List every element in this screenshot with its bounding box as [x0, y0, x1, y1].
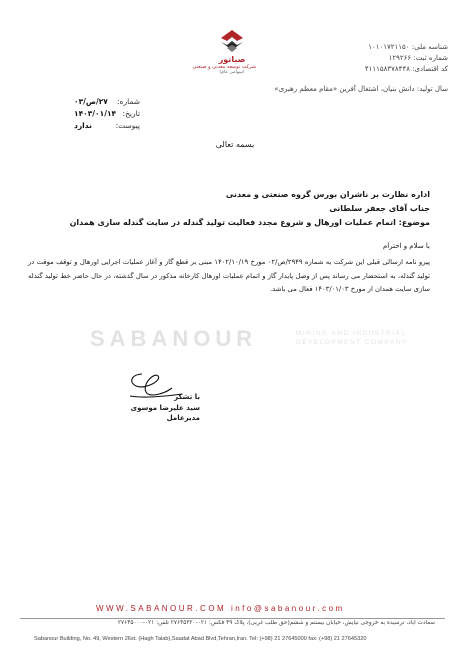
year-motto: سال تولید: دانش بنیان، اشتغال آفرین «مقام معظم رهبری»	[274, 85, 448, 93]
letter-meta	[74, 96, 140, 132]
watermark-line-2: DEVELOPMENT COMPANY	[296, 339, 408, 346]
signatory-title: مدیرعامل	[166, 414, 200, 422]
registration-number: شماره ثبت: ۱۲۹۲۶۶	[388, 54, 448, 62]
signatory-block	[110, 392, 200, 424]
letter-date-row	[74, 108, 140, 120]
invocation: بسمه تعالی	[215, 140, 255, 149]
closing-thanks: با تشکر	[174, 393, 200, 401]
footer-address-english: Sabanour Building, No. 49, Western 26st. (Hagh Talab),Saadat Abad Blvd,Tehran,Iran. Tel: (+98) 21 27645000 fax: (+98) 21 27645320	[34, 636, 367, 642]
letter-number-label: شماره:	[117, 97, 140, 106]
company-logo	[192, 28, 256, 96]
letter-number: ۲۷/ص/۰۳	[74, 97, 108, 106]
company-registration-info	[268, 42, 448, 95]
company-watermark	[90, 326, 420, 356]
letter-attachment: ندارد	[74, 121, 92, 130]
watermark-line-1: MINING AND INDUSTRIAL	[296, 330, 407, 337]
footer-divider	[20, 618, 445, 619]
watermark-subtitle	[296, 329, 408, 347]
letter-attachment-row	[74, 120, 140, 132]
letter-subject: موضوع: اتمام عملیات اورهال و شروع مجدد فعالیت تولید گندله در سایت گندله سازی همدان	[69, 218, 430, 227]
letter-body: پیرو نامه ارسالی قبلی این شرکت به شماره ۲۹۴۹/ص/۰۲ مورخ ۱۴۰۲/۱۰/۱۹ مبنی بر قطع گاز و آغاز عملیات اجرایی اورهال و توقف موقت در تولید گندله، به استحضار می رساند پس از وصل پایدار گاز و اتمام عملیات اورهال کارخانه مذکور در سال گذشته، در حال حاضر خط تولید گندله سازی سایت همدان از مورخ ۱۴۰۳/۰۱/۰۳ فعال می باشد.	[28, 258, 430, 293]
recipient-name: جناب آقای جعفر سلطانی	[329, 204, 430, 213]
logo-subtitle: شرکت توسعه معدنی و صنعتی	[192, 64, 256, 70]
economic-code: کد اقتصادی: ۴۱۱۱۵۸۳۷۸۴۴۸	[364, 65, 448, 73]
logo-wordmark: صبانور	[218, 55, 246, 64]
logo-mark-icon	[217, 28, 247, 54]
footer-address-persian: سعادت آباد، ترسیده به خروجی نیایش، خیابان بیستم و ششم(حق طلب غربی)، پلاک ۴۹ فکس: ۰۲۱-۲۷۶۴۵۳۲۰ تلفن: ۰۲۱-۲۷۶۴۵۰۰۰	[117, 620, 435, 626]
letter-date: ۱۴۰۳/۰۱/۱۴	[74, 109, 117, 118]
addressee-block	[69, 188, 430, 230]
recipient-department: اداره نظارت بر ناشران بورس گروه صنعتی و معدنی	[225, 190, 430, 199]
logo-tagline: (سهامی عام)	[219, 70, 245, 75]
letter-date-label: تاریخ:	[122, 109, 140, 118]
letter-number-row	[74, 96, 140, 108]
footer-website-email: WWW.SABANOUR.COM info@sabanour.com	[96, 604, 345, 613]
salutation: با سلام و احترام	[382, 242, 430, 250]
watermark-brand: SABANOUR	[90, 326, 258, 351]
letter-attachment-label: پیوست:	[115, 121, 140, 130]
signatory-name: سید علیرضا موسوی	[130, 403, 200, 412]
national-id: شناسه ملی: ۱۰۱۰۱۷۲۱۱۵۰	[368, 43, 448, 51]
